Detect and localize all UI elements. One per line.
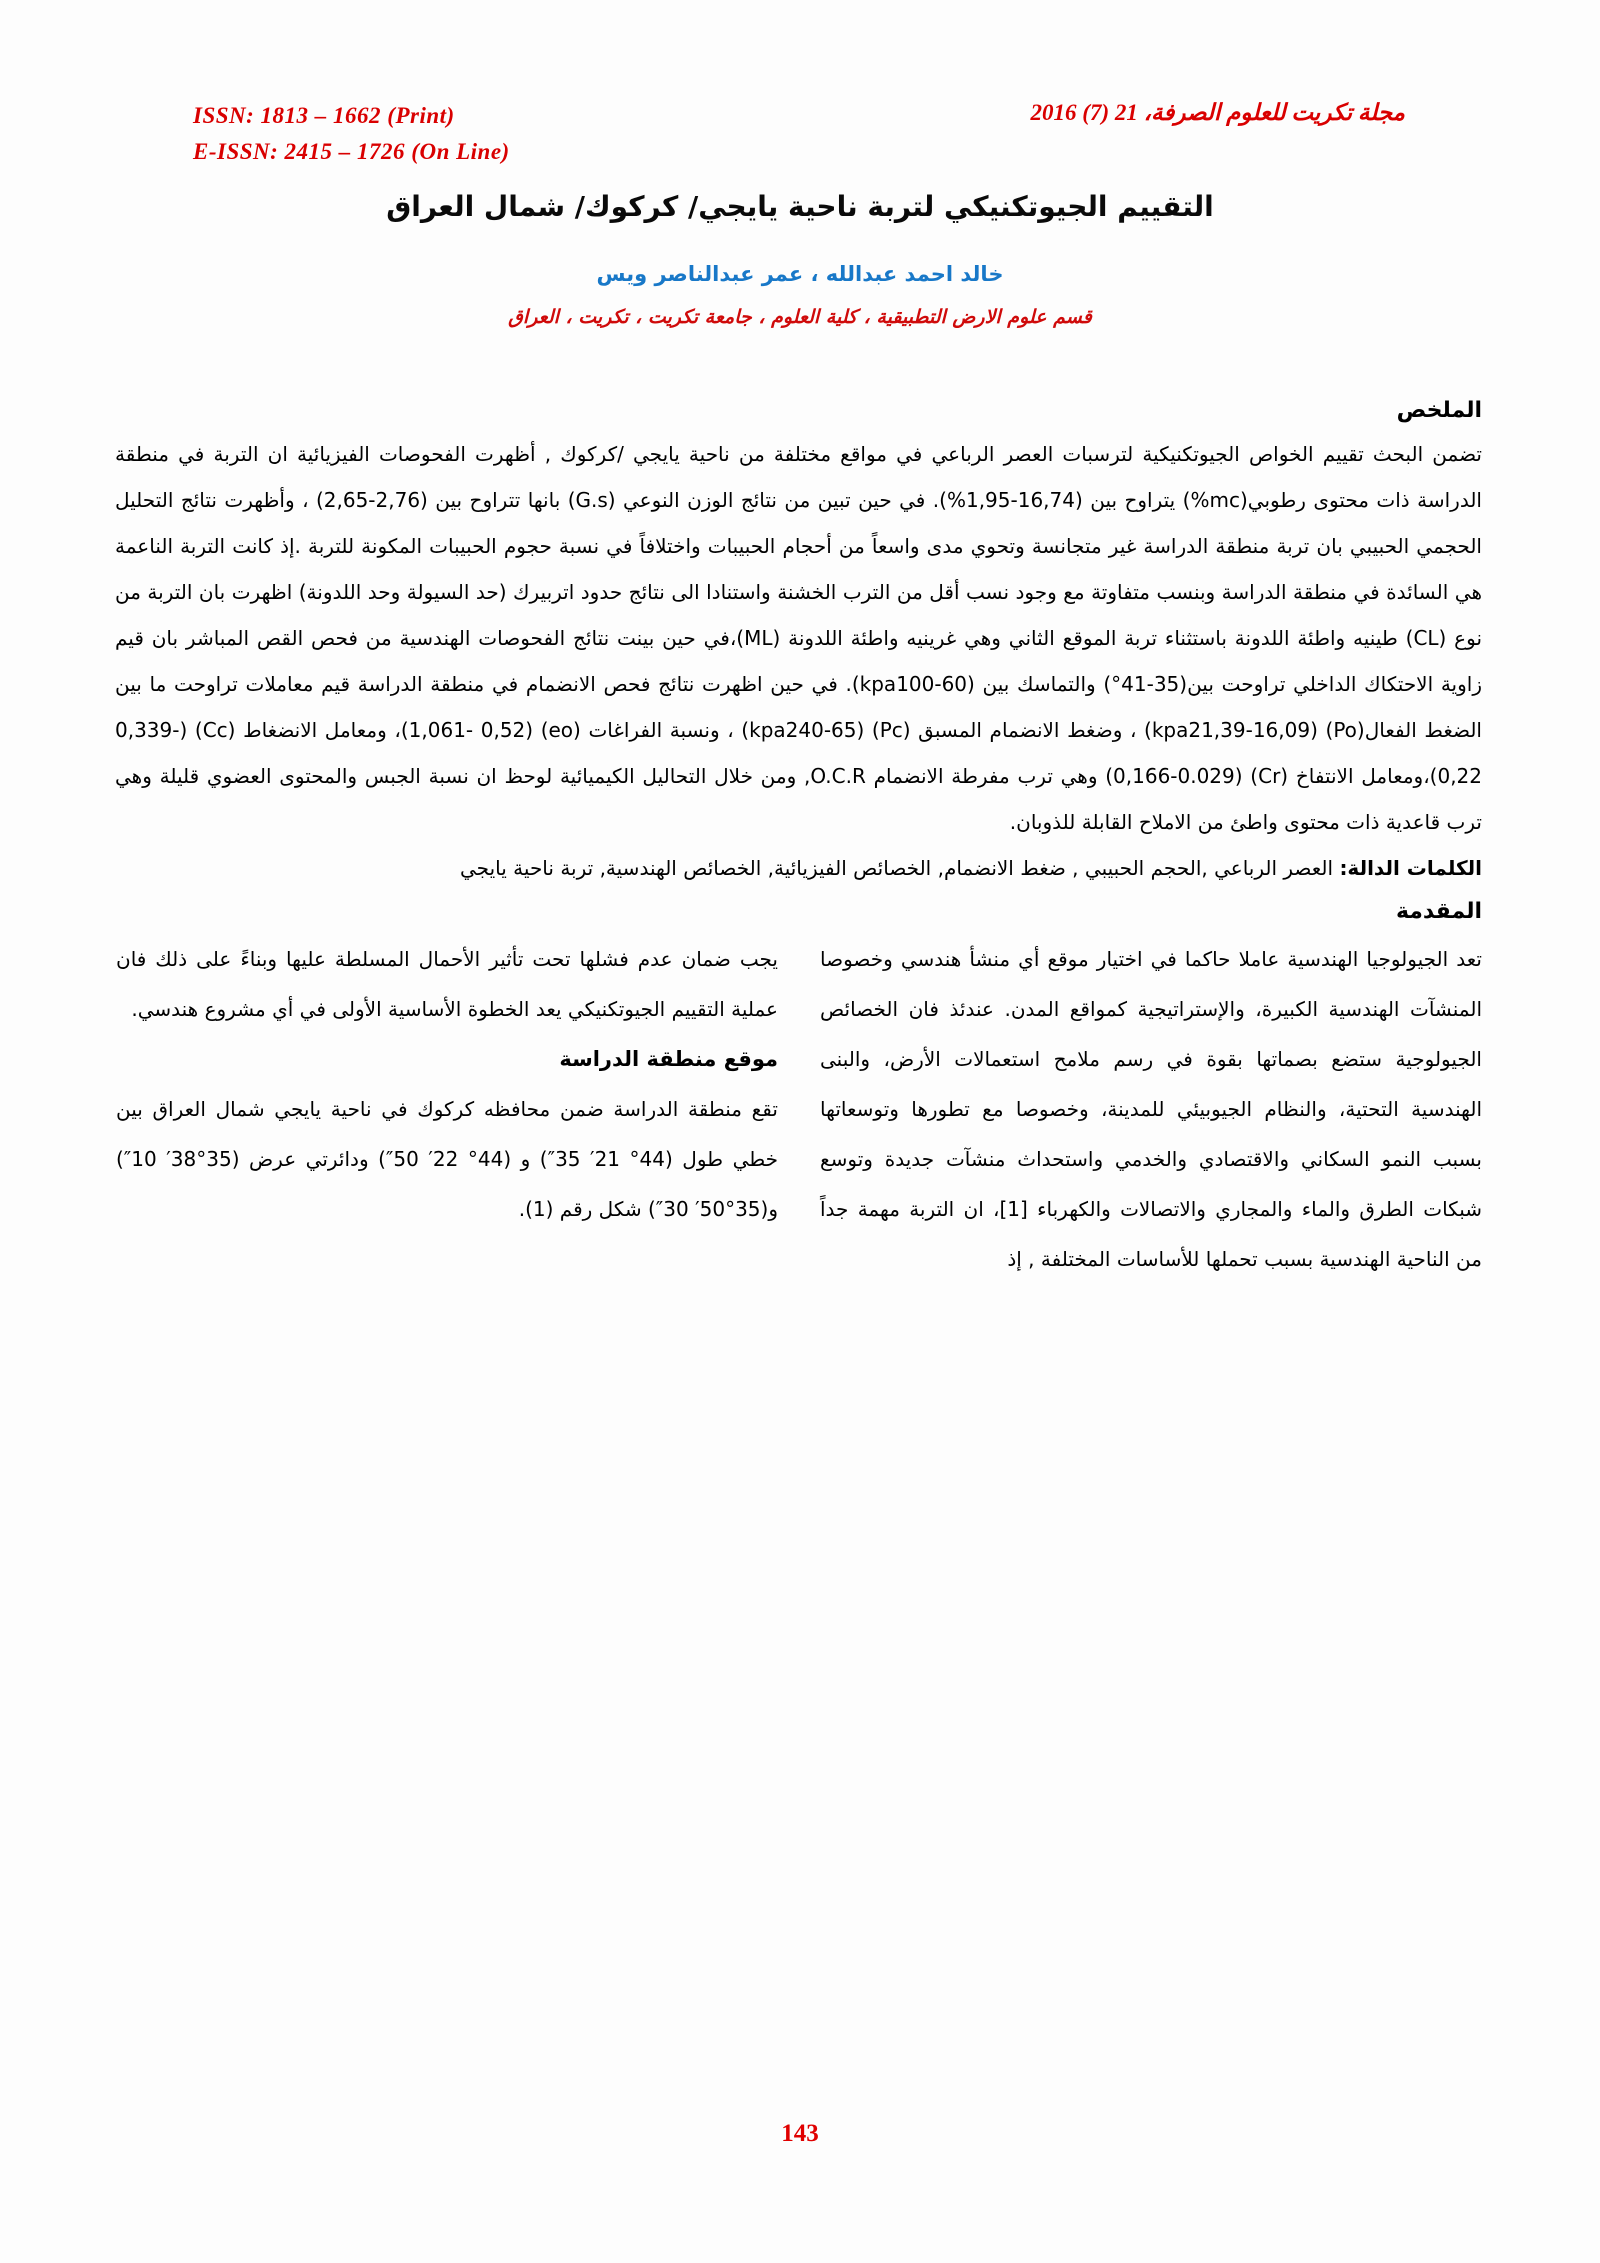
study-area-paragraph: تقع منطقة الدراسة ضمن محافظه كركوك في ناحية يايجي شمال العراق بين خطي طول (44° 21′ 35″) و (44° 22′ 50″) ودائرتي عرض (35°38′ 10″) و(35°50′ 30″) شكل رقم (1). [116,1097,779,1221]
introduction-heading: المقدمة [1395,899,1482,924]
abstract-heading: الملخص [1396,398,1482,423]
page-content [115,398,1482,1284]
keywords-label: الكلمات الدالة: [1339,856,1482,880]
introduction-continuation: يجب ضمان عدم فشلها تحت تأثير الأحمال المسلطة عليها وبناءً على ذلك فان عملية التقييم الجيوتكنيكي يعد الخطوة الأساسية الأولى في أي مشروع هندسي. [116,947,778,1021]
affiliation-line: قسم علوم الارض التطبيقية ، كلية العلوم ، جامعة تكريت ، تكريت ، العراق [508,306,1092,328]
paper-title: التقييم الجيوتكنيكي لتربة ناحية يايجي/ كركوك/ شمال العراق [386,190,1214,223]
introduction-paragraph: تعد الجيولوجيا الهندسية عاملا حاكما في اختيار موقع أي منشأ هندسي وخصوصا المنشآت الهندسية الكبيرة، والإستراتيجية كمواقع المدن. عندئذ فان الخصائص الجيولوجية ستضع بصماتها بقوة في رسم ملامح استعمالات الأرض، والبنى الهندسية التحتية، والنظام الجيوبيئي للمدينة، وخصوصا مع تطورها وتوسعاتها بسبب النمو السكاني والاقتصادي والخدمي واستحداث منشآت جديدة وتوسع شبكات الطرق والماء والمجاري والاتصالات والكهرباء [1]، ان التربة مهمة جداً من الناحية الهندسية بسبب تحملها للأساسات المختلفة , إذ [820,947,1483,1271]
issn-block [193,98,510,170]
study-area-heading: موقع منطقة الدراسة [559,1047,778,1071]
keywords-line [115,845,1482,891]
authors-line: خالد احمد عبدالله ، عمر عبدالناصر ويس [596,262,1004,286]
issn-print: ISSN: 1813 – 1662 (Print) [193,103,455,128]
keywords-text: العصر الرباعي ,الحجم الحبيبي , ضغط الانضمام, الخصائص الفيزيائية, الخصائص الهندسية, تربة ناحية يايجي [460,856,1340,880]
introduction-columns [115,934,1482,1284]
journal-name: مجلة تكريت للعلوم الصرفة، 21 (7) 2016 [1030,100,1405,125]
abstract-body: تضمن البحث تقييم الخواص الجيوتكنيكية لترسبات العصر الرباعي في مواقع مختلفة من ناحية يايجي /كركوك , أظهرت الفحوصات الفيزيائية ان التربة في منطقة الدراسة ذات محتوى رطوبي(mc%) يتراوح بين (16,74-1,95%). في حين تبين من نتائج الوزن النوعي (G.s) بانها تتراوح بين (2,76-2,65) ، وأظهرت نتائج التحليل الحجمي الحبيبي بان تربة منطقة الدراسة غير متجانسة وتحوي مدى واسعاً من أحجام الحبيبات واختلافاً في نسبة حجوم الحبيبات المكونة للتربة .إذ كانت التربة الناعمة هي السائدة في منطقة الدراسة وبنسب متفاوتة مع وجود نسب أقل من الترب الخشنة واستنادا الى نتائج حدود اتربيرك (حد السيولة وحد اللدونة) اظهرت بان التربة من نوع (CL) طينيه واطئة اللدونة باستثناء تربة الموقع الثاني وهي غرينيه واطئة اللدونة (ML)،في حين بينت نتائج الفحوصات الهندسية من فحص القص المباشر بان قيم زاوية الاحتكاك الداخلي تراوحت بين(35-41°) والتماسك بين (kpa100-60). في حين اظهرت نتائج فحص الانضمام في منطقة الدراسة قيم معاملات تراوحت ما بين الضغط الفعال(Po) (kpa21,39-16,09) ، وضغط الانضمام المسبق (Pc) (kpa240-65) ، ونسبة الفراغات (eo) (1,061- 0,52)، ومعامل الانضغاط (Cc) (0,339-0,22)،ومعامل الانتفاخ (Cr) (0,166-0.029) وهي ترب مفرطة الانضمام O.C.R, ومن خلال التحاليل الكيميائية لوحظ ان نسبة الجبس والمحتوى العضوي قليلة وهي ترب قاعدية ذات محتوى واطئ من الاملاح القابلة للذوبان. [115,442,1483,834]
issn-online: E-ISSN: 2415 – 1726 (On Line) [193,139,510,164]
introduction-left-column [116,934,778,1284]
introduction-right-column [820,934,1482,1284]
page-number: 143 [781,2120,819,2147]
